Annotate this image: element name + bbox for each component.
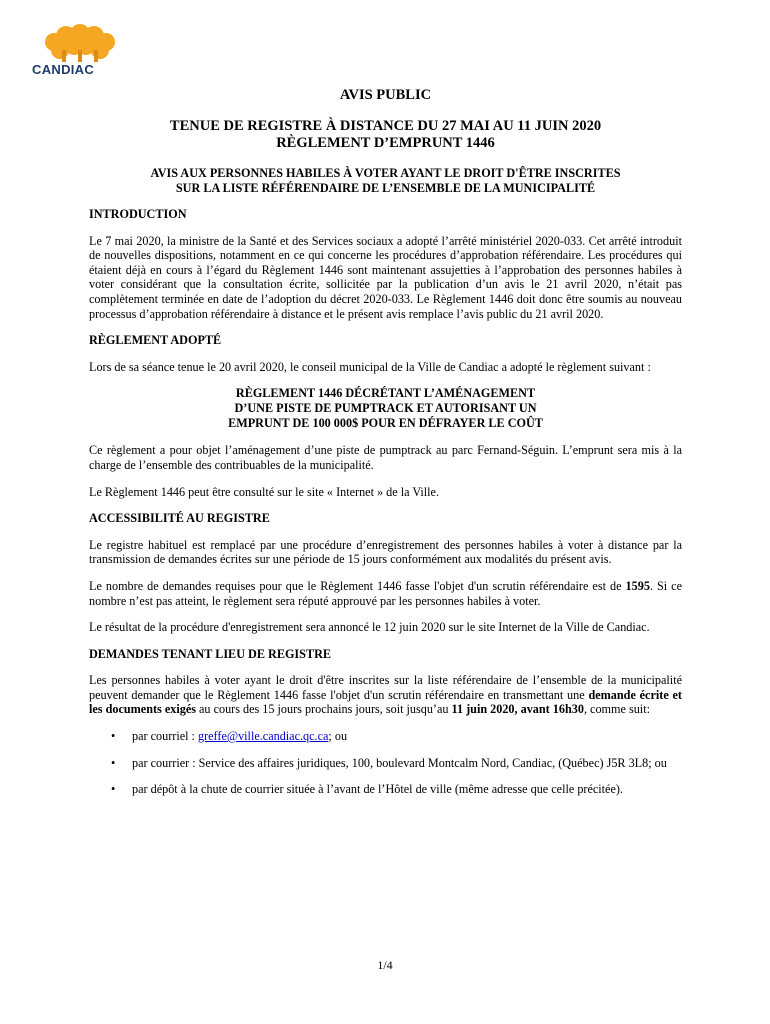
regulation-purpose-paragraph: Ce règlement a pour objet l’aménagement d’une piste de pumptrack au parc Fernand-Séguin. L’emprunt sera mis à la charge de l’ensemble des contribuables de la municipalité.: [89, 443, 682, 472]
required-requests-count: 1595: [625, 578, 650, 593]
deadline-date: 11 juin 2020, avant 16h30: [451, 702, 584, 717]
requests-text-b: . Si ce nombre n’est pas atteint, le règlement sera réputé approuvé par les personnes habiles à voter.: [89, 578, 682, 608]
adopted-heading: RÈGLEMENT ADOPTÉ: [89, 333, 222, 348]
bullet-icon: •: [111, 755, 116, 770]
requests-para-bold: demande écrite et les documents exigés: [89, 687, 682, 717]
regulation-title-line-2: D’UNE PISTE DE PUMPTRACK ET AUTORISANT UN: [234, 401, 537, 416]
regulation-title-line-3: EMPRUNT DE 100 000$ POUR EN DÉFRAYER LE COÛT: [228, 416, 543, 431]
subtitle-line-2: RÈGLEMENT D’EMPRUNT 1446: [276, 135, 495, 151]
list-item: [89, 782, 682, 797]
logo-wordmark: CANDIAC: [32, 62, 95, 77]
subtitle-line-1: TENUE DE REGISTRE À DISTANCE DU 27 MAI AU 11 JUIN 2020: [169, 118, 602, 134]
email-link[interactable]: greffe@ville.candiac.qc.ca: [197, 729, 329, 744]
introduction-paragraph: Le 7 mai 2020, la ministre de la Santé et des Services sociaux a adopté l’arrêté ministériel 2020-033. Cet arrêté introduit de nouvelles dispositions, notamment en ce qui concerne les procédures d’approbation référendaire. Les procédures qui étaient déjà en cours à l’égard du Règlement 1446 sont maintenant assujetties à l’approbation des personnes habiles à voter considérant que la consultation écrite, sollicitée par la publication d’un avis le 21 avril 2020, n’était pas complètement terminée en date de l’adoption du décret 2020-033. Le Règlement 1446 doit donc être soumis au nouveau processus d’approbation référendaire à distance et le présent avis remplace l’avis public du 21 avril 2020.: [89, 233, 682, 321]
list-item: [89, 756, 682, 771]
audience-line-1: AVIS AUX PERSONNES HABILES À VOTER AYANT LE DROIT D'ÊTRE INSCRITES: [150, 166, 621, 180]
accessibility-paragraph-1: Le registre habituel est remplacé par une procédure d’enregistrement des personnes habiles à voter à distance par la transmission de demandes écrites sur une période de 15 jours conformément aux modalités du présent avis.: [89, 537, 682, 567]
submission-methods-list: [89, 729, 682, 797]
bullet-icon: •: [111, 782, 116, 797]
notice-audience: [89, 166, 682, 195]
requests-para-c: , comme suit:: [583, 702, 650, 717]
accessibility-heading: ACCESSIBILITÉ AU REGISTRE: [89, 511, 270, 526]
audience-line-2: SUR LA LISTE RÉFÉRENDAIRE DE L’ENSEMBLE DE LA MUNICIPALITÉ: [175, 180, 596, 195]
email-label: par courriel :: [132, 729, 198, 744]
notice-body: [89, 87, 682, 809]
requests-heading: DEMANDES TENANT LIEU DE REGISTRE: [89, 646, 332, 661]
regulation-title-line-1: RÈGLEMENT 1446 DÉCRÉTANT L’AMÉNAGEMENT: [235, 386, 536, 401]
adopted-paragraph: Lors de sa séance tenue le 20 avril 2020, le conseil municipal de la Ville de Candiac a adopté le règlement suivant :: [89, 359, 651, 374]
requests-text-a: Le nombre de demandes requises pour que le Règlement 1446 fasse l'objet d'un scrutin référendaire est de: [89, 578, 626, 593]
drop-box-text: par dépôt à la chute de courrier située à l’avant de l’Hôtel de ville (même adresse que celle précitée).: [132, 782, 623, 797]
bullet-icon: •: [111, 729, 116, 744]
page-title: AVIS PUBLIC: [339, 87, 432, 103]
requests-para-a: Les personnes habiles à voter ayant le droit d'être inscrites sur la liste référendaire de l’ensemble de la municipalité peuvent demander que le Règlement 1446 fasse l'objet d'un scrutin référendaire en transmettant une: [89, 673, 682, 702]
introduction-heading: INTRODUCTION: [89, 207, 187, 221]
email-suffix: ; ou: [328, 729, 348, 744]
page-number: 1/4: [377, 958, 393, 972]
accessibility-paragraph-3: Le résultat de la procédure d'enregistrement sera annoncé le 12 juin 2020 sur le site Internet de la Ville de Candiac.: [89, 620, 650, 635]
regulation-title: [89, 386, 682, 431]
requests-para-b: au cours des 15 jours prochains jours, soit jusqu’au: [195, 702, 452, 717]
regulation-consult-paragraph: Le Règlement 1446 peut être consulté sur le site « Internet » de la Ville.: [89, 484, 440, 499]
notice-subtitle: [89, 118, 682, 152]
requests-paragraph: [89, 673, 682, 717]
mail-address-text: par courrier : Service des affaires juridiques, 100, boulevard Montcalm Nord, Candiac, (Québec) J5R 3L8; ou: [132, 755, 667, 770]
accessibility-paragraph-2: [89, 579, 682, 608]
list-item: [89, 729, 682, 744]
